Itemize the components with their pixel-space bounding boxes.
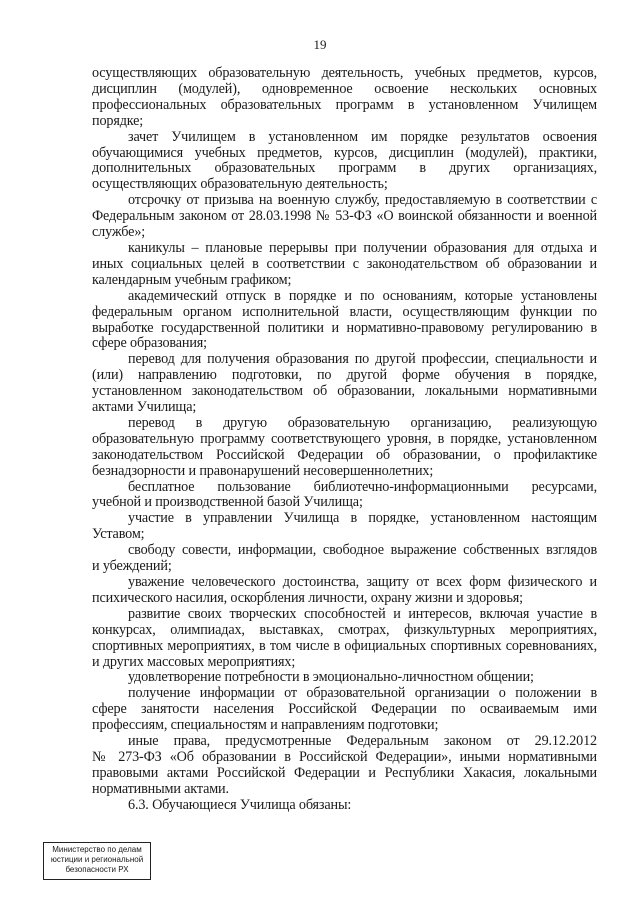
paragraph [92, 66, 597, 130]
text-line: развитие своих творческих способностей и интересов, включая участие в [128, 605, 597, 622]
paragraph [92, 352, 597, 416]
text-line: отсрочку от призыва на военную службу, предоставляемую в соответствии с [128, 192, 597, 209]
text-line: нормативными актами. [92, 780, 229, 797]
text-line: участие в управлении Училища в порядке, установленном настоящим [128, 510, 597, 527]
text-line: и убеждений; [92, 558, 172, 575]
paragraph [92, 289, 597, 353]
text-line: бесплатное пользование библиотечно-информационными ресурсами, [128, 478, 597, 495]
text-line: спортивных мероприятиях, в том числе в официальных спортивных соревнованиях, [92, 637, 597, 654]
text-line: сфере образования; [92, 335, 207, 352]
text-line: № 273-ФЗ «Об образовании в Российской Федерации», иными нормативными [92, 748, 597, 765]
text-line: календарным учебным графиком; [92, 271, 292, 288]
text-line: актами Училища; [92, 399, 197, 416]
text-line: получение информации от образовательной организации о положении в [128, 685, 597, 702]
text-line: конкурсах, олимпиадах, выставках, смотрах, физкультурных мероприятиях, [92, 621, 597, 638]
paragraph [92, 734, 597, 798]
text-line: дисциплин (модулей), одновременное освоение нескольких основных [92, 80, 597, 97]
paragraph [92, 670, 597, 686]
text-line: (или) направлению подготовки, по другой форме обучения в порядке, [92, 367, 597, 384]
text-line: безнадзорности и правонарушений несовершеннолетних; [92, 462, 434, 479]
text-line: осуществляющих образовательную деятельность; [92, 176, 388, 193]
text-line: порядке; [92, 112, 144, 129]
paragraph [92, 575, 597, 607]
text-line: перевод для получения образования по другой профессии, специальности и [128, 351, 597, 368]
text-line: обучающимися учебных предметов, курсов, дисциплин (модулей), практики, [92, 144, 597, 161]
text-line: правовыми актами Российской Федерации и Республики Хакасия, локальными [92, 764, 597, 781]
text-line: академический отпуск в порядке и по основаниям, которые установлены [128, 287, 597, 304]
page-number: 19 [313, 37, 327, 52]
text-line: выработке государственной политики и нормативно-правовому регулированию в [92, 319, 597, 336]
stamp-line: Министерство по делам [52, 845, 142, 854]
paragraph [92, 416, 597, 480]
paragraph [92, 543, 597, 575]
paragraph [92, 241, 597, 289]
text-line: федеральным органом исполнительной власти, осуществляющим функции по [92, 303, 597, 320]
document-body [92, 66, 597, 814]
paragraph [92, 193, 597, 241]
text-line: осуществляющих образовательную деятельность, учебных предметов, курсов, [92, 65, 597, 81]
text-line: службе»; [92, 224, 146, 241]
text-line: 6.3. Обучающиеся Училища обязаны: [128, 796, 352, 813]
section-heading [92, 798, 597, 814]
paragraph [92, 686, 597, 734]
stamp-line: безопасности РХ [65, 865, 129, 874]
text-line: зачет Училищем в установленном им порядке результатов освоения [128, 128, 597, 145]
text-line: установленном законодательством об образовании, локальными нормативными [92, 383, 597, 400]
text-line: законодательством Российской Федерации об образовании, о профилактике [92, 446, 597, 463]
text-line: Федеральным законом от 28.03.1998 № 53-ФЗ «О воинской обязанности и военной [92, 208, 597, 225]
text-line: свободу совести, информации, свободное выражение собственных взглядов [128, 542, 597, 559]
text-line: образовательную программу соответствующего уровня, в порядке, установленном [92, 430, 597, 447]
text-line: дополнительных образовательных программ в других организациях, [92, 160, 597, 177]
text-line: иных социальных целей в соответствии с законодательством об образовании и [92, 255, 597, 272]
stamp-line: юстиции и региональной [50, 855, 144, 864]
text-line: психического насилия, оскорбления личности, охрану жизни и здоровья; [92, 589, 523, 606]
paragraph [92, 130, 597, 194]
text-line: Уставом; [92, 526, 145, 543]
paragraph [92, 480, 597, 512]
registration-stamp [43, 842, 151, 880]
text-line: учебной и производственной базой Училища; [92, 494, 363, 511]
text-line: каникулы – плановые перерывы при получении образования для отдыха и [128, 239, 597, 256]
text-line: перевод в другую образовательную организацию, реализующую [128, 414, 597, 431]
text-line: иные права, предусмотренные Федеральным законом от 29.12.2012 [128, 733, 597, 750]
text-line: профессиям, специальностям и направлениям подготовки; [92, 717, 439, 734]
text-line: удовлетворение потребности в эмоционально-личностном общении; [128, 669, 534, 686]
text-line: уважение человеческого достоинства, защиту от всех форм физического и [128, 574, 597, 590]
text-line: и других массовых мероприятиях; [92, 653, 296, 670]
text-line: профессиональных образовательных программ в установленном Училищем [92, 96, 597, 113]
paragraph [92, 607, 597, 671]
paragraph [92, 511, 597, 543]
text-line: сфере занятости населения Российской Федерации по осваиваемым ими [92, 701, 597, 718]
